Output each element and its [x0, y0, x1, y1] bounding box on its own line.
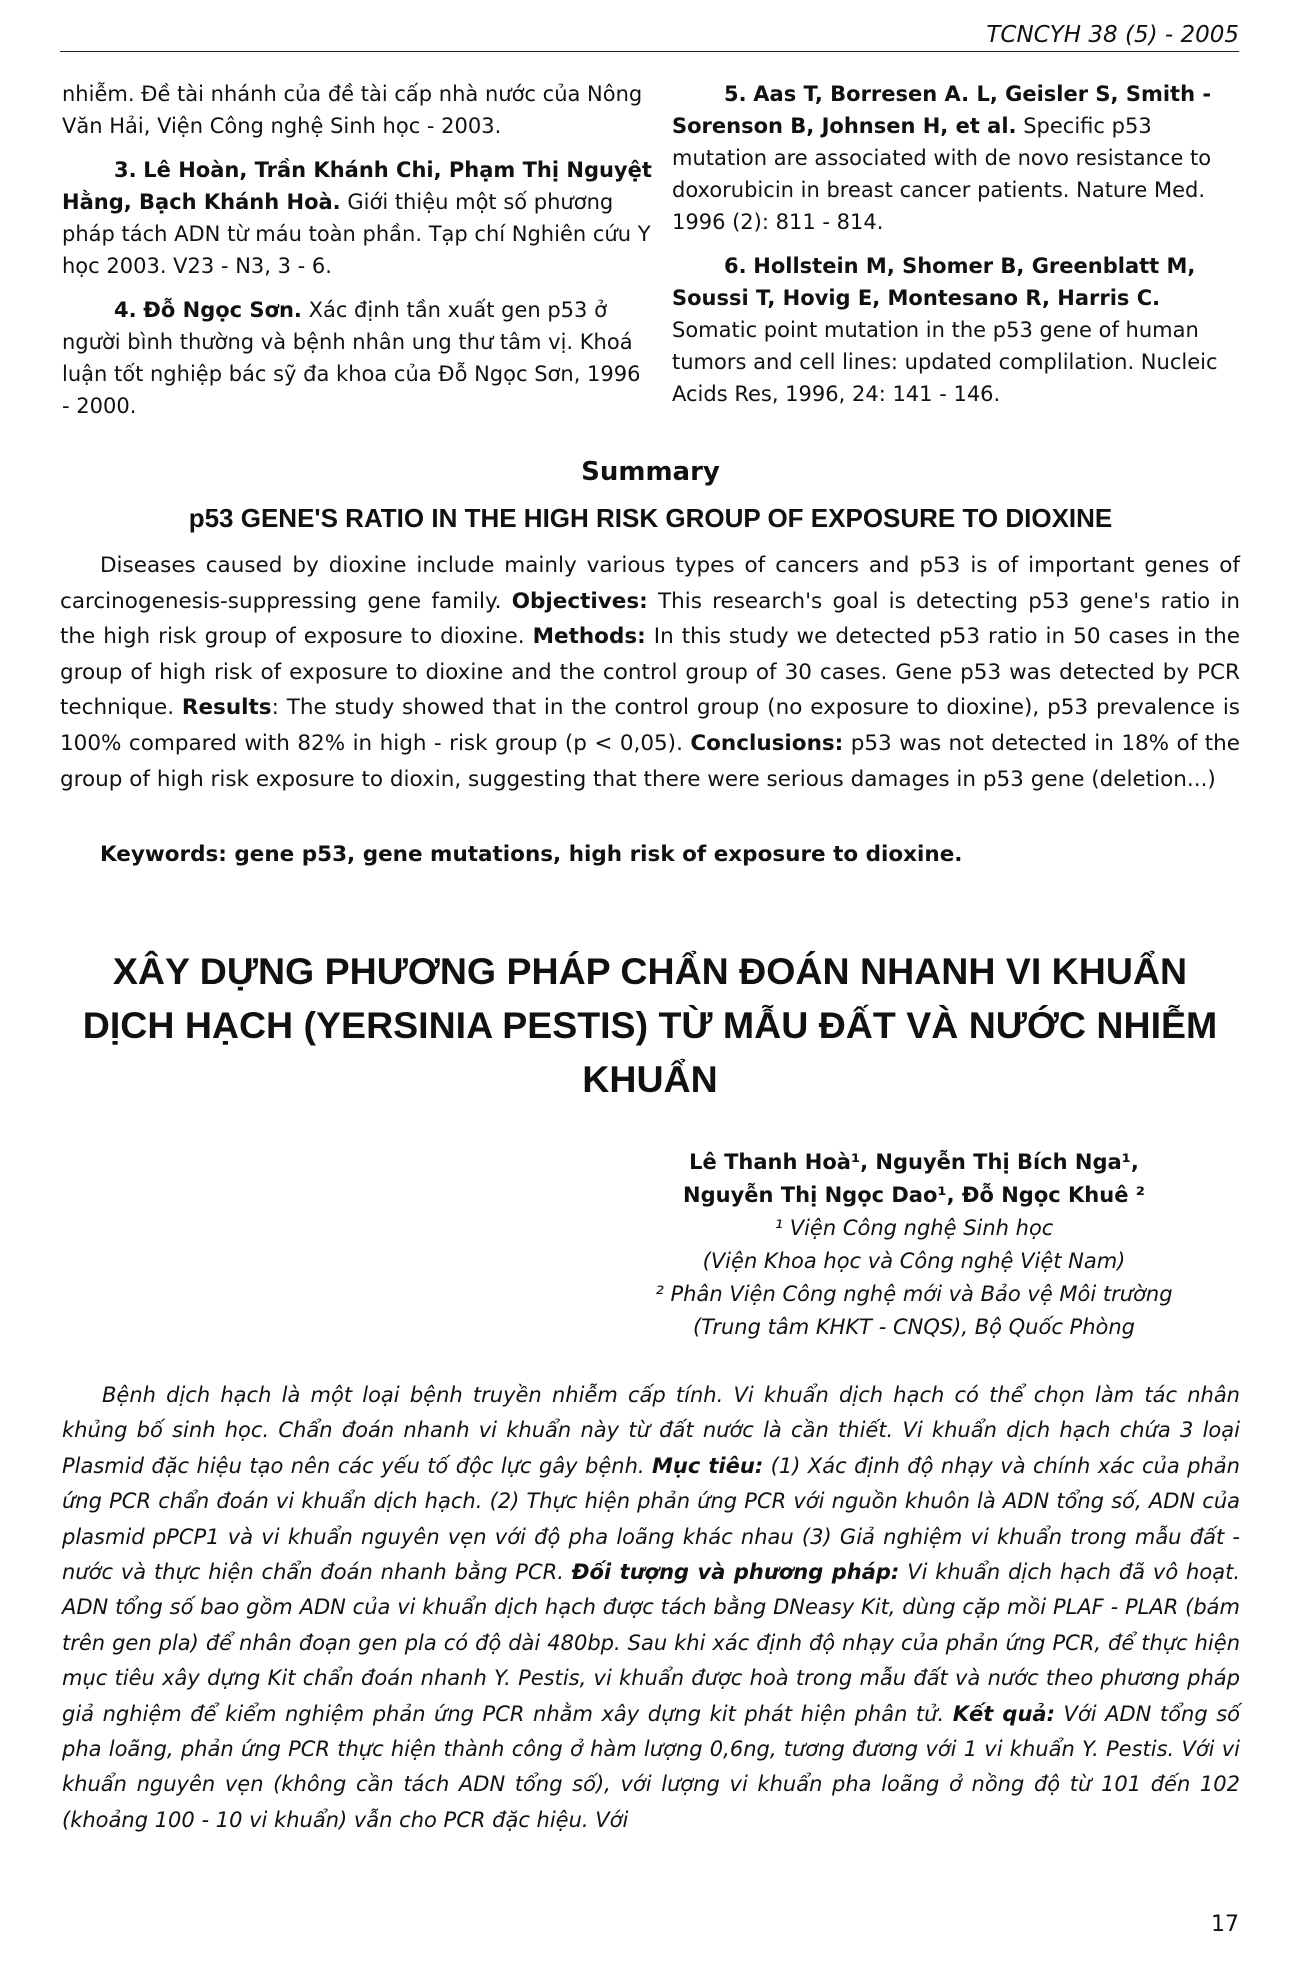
affiliation-1-detail: (Viện Khoa học và Công nghệ Việt Nam) — [702, 1249, 1126, 1273]
ket-qua-label: Kết quả: — [952, 1701, 1055, 1726]
summary-intro: Diseases caused by dioxine include mainly various types of cancers and p53 is of important genes of carcinogenesis-suppressing gene family. — [60, 553, 1240, 614]
reference-number: 3. — [114, 158, 137, 182]
summary-heading: Summary — [581, 457, 720, 487]
affiliation-2-detail: (Trung tâm KHKT - CNQS), Bộ Quốc Phòng — [692, 1315, 1136, 1339]
results-label: Results — [181, 695, 272, 721]
muc-tieu-text: (1) Xác định độ nhạy và chính xác của phản ứng PCR chẩn đoán vi khuẩn dịch hạch. (2) Thực hiện phản ứng PCR với nguồn khuôn là ADN tổng số, ADN của plasmid pPCP1 và vi khuẩn nguyên vẹn với độ pha loãng khác nhau (3) Giả nghiệm vi khuẩn trong mẫu đất - nước và thực hiện chẩn đoán nhanh bằng PCR. — [62, 1453, 1240, 1585]
ket-qua-text: Với ADN tổng số pha loãng, phản ứng PCR thực hiện thành công ở hàm lượng 0,6ng, tương đương với 1 vi khuẩn Y. Pestis. Với vi khuẩn nguyên vẹn (không cần tách ADN tổng số), với lượng vi khuẩn pha loãng ở nồng độ từ 101 đến 102 (khoảng 100 - 10 vi khuẩn) vẫn cho PCR đặc hiệu. Với — [62, 1701, 1240, 1832]
references-right-column — [672, 78, 1240, 422]
reference-number: 4. — [114, 298, 137, 322]
reference-item — [672, 78, 1240, 238]
doi-tuong-text: Vi khuẩn dịch hạch đã vô hoạt. ADN tổng số bao gồm ADN của vi khuẩn dịch hạch được tách bằng DNeasy Kit, dùng cặp mồi PLAF - PLAR (bám trên gen pla) để nhân đoạn gen pla có độ dài 480bp. Sau khi xác định độ nhạy của phản ứng PCR, để thực hiện mục tiêu xây dựng Kit chẩn đoán nhanh Y. Pestis, vi khuẩn được hoà trong mẫu đất và nước theo phương pháp giả nghiệm để kiểm nghiệm phản ứng PCR nhằm xây dựng kit phát hiện phân tử. — [62, 1560, 1240, 1726]
reference-authors: Lê Hoàn, Trần Khánh Chi, Phạm Thị Nguyệt Hằng, Bạch Khánh Hoà. — [62, 158, 652, 214]
affiliation-1: ¹ Viện Công nghệ Sinh học — [774, 1216, 1054, 1240]
page-number: 17 — [1211, 1912, 1239, 1937]
doi-tuong-label: Đối tượng và phương pháp: — [571, 1560, 900, 1585]
reference-text: Somatic point mutation in the p53 gene of human tumors and cell lines: updated complilation. Nucleic Acids Res, 1996, 24: 141 - 146. — [672, 318, 1218, 406]
abstract-intro: Bệnh dịch hạch là một loại bệnh truyền nhiễm cấp tính. Vi khuẩn dịch hạch có thể chọn làm tác nhân khủng bố sinh học. Chẩn đoán nhanh vi khuẩn này từ đất nước là cần thiết. Vi khuẩn dịch hạch chứa 3 loại Plasmid đặc hiệu tạo nên các yếu tố độc lực gây bệnh. — [62, 1383, 1240, 1478]
objectives-text: This research's goal is detecting p53 gene's ratio in the high risk group of exposure to dioxine. — [60, 588, 1240, 650]
reference-authors: Aas T, Borresen A. L, Geisler S, Smith - Sorenson B, Johnsen H, et al. — [672, 82, 1212, 138]
reference-continuation — [62, 78, 652, 142]
reference-authors: Hollstein M, Shomer B, Greenblatt M, Soussi T, Hovig E, Montesano R, Harris C. — [672, 254, 1196, 310]
reference-text: Giới thiệu một số phương pháp tách ADN từ máu toàn phần. Tạp chí Nghiên cứu Y học 2003. V23 - N3, 3 - 6. — [62, 190, 651, 278]
reference-text: nhiễm. Đề tài nhánh của đề tài cấp nhà nước của Nông Văn Hải, Viện Công nghệ Sinh học - 2003. — [62, 82, 643, 138]
reference-authors: Đỗ Ngọc Sơn. — [143, 298, 302, 322]
reference-text: Xác định tần xuất gen p53 ở người bình thường và bệnh nhân ung thư tâm vị. Khoá luận tốt nghiệp bác sỹ đa khoa của Đỗ Ngọc Sơn, 1996 - 2000. — [62, 298, 641, 418]
article-title: XÂY DỰNG PHƯƠNG PHÁP CHẨN ĐOÁN NHANH VI KHUẨN DỊCH HẠCH (YERSINIA PESTIS) TỪ MẪU ĐẤT VÀ NƯỚC NHIỄM KHUẨN — [82, 950, 1218, 1100]
reference-item — [672, 250, 1240, 410]
reference-number: 5. — [724, 82, 747, 106]
muc-tieu-label: Mục tiêu: — [652, 1453, 764, 1478]
abstract — [62, 1378, 1240, 1838]
reference-number: 6. — [724, 254, 747, 278]
author-names-line-1: Lê Thanh Hoà¹, Nguyễn Thị Bích Nga¹, — [689, 1150, 1139, 1174]
authors-block — [604, 1146, 1224, 1344]
results-text: : The study showed that in the control group (no exposure to dioxine), p53 prevalence is 100% compared with 82% in high - risk group (p < 0,05). — [60, 695, 1240, 756]
author-names-line-2: Nguyễn Thị Ngọc Dao¹, Đỗ Ngọc Khuê ² — [683, 1183, 1145, 1207]
methods-text: In this study we detected p53 ratio in 50 cases in the group of high risk of exposure to dioxine and the control group of 30 cases. Gene p53 was detected by PCR technique. — [60, 624, 1240, 721]
references-left-column — [62, 78, 652, 434]
objectives-label: Objectives: — [511, 588, 648, 614]
summary-title: p53 GENE'S RATIO IN THE HIGH RISK GROUP OF EXPOSURE TO DIOXINE — [188, 503, 1113, 533]
keywords: Keywords: gene p53, gene mutations, high risk of exposure to dioxine. — [100, 842, 963, 867]
summary-body — [60, 548, 1240, 797]
reference-item — [62, 154, 652, 282]
reference-text: Specific p53 mutation are associated with de novo resistance to doxorubicin in breast cancer patients. Nature Med. 1996 (2): 811 - 814. — [672, 114, 1212, 234]
reference-item — [62, 294, 652, 422]
affiliation-2: ² Phân Viện Công nghệ mới và Bảo vệ Môi trường — [655, 1282, 1173, 1306]
conclusions-label: Conclusions: — [690, 730, 844, 756]
journal-header: TCNCYH 38 (5) - 2005 — [60, 22, 1239, 52]
methods-label: Methods: — [532, 624, 646, 650]
conclusions-text: p53 was not detected in 18% of the group of high risk exposure to dioxin, suggesting that there were serious damages in p53 gene (deletion...) — [60, 730, 1240, 792]
